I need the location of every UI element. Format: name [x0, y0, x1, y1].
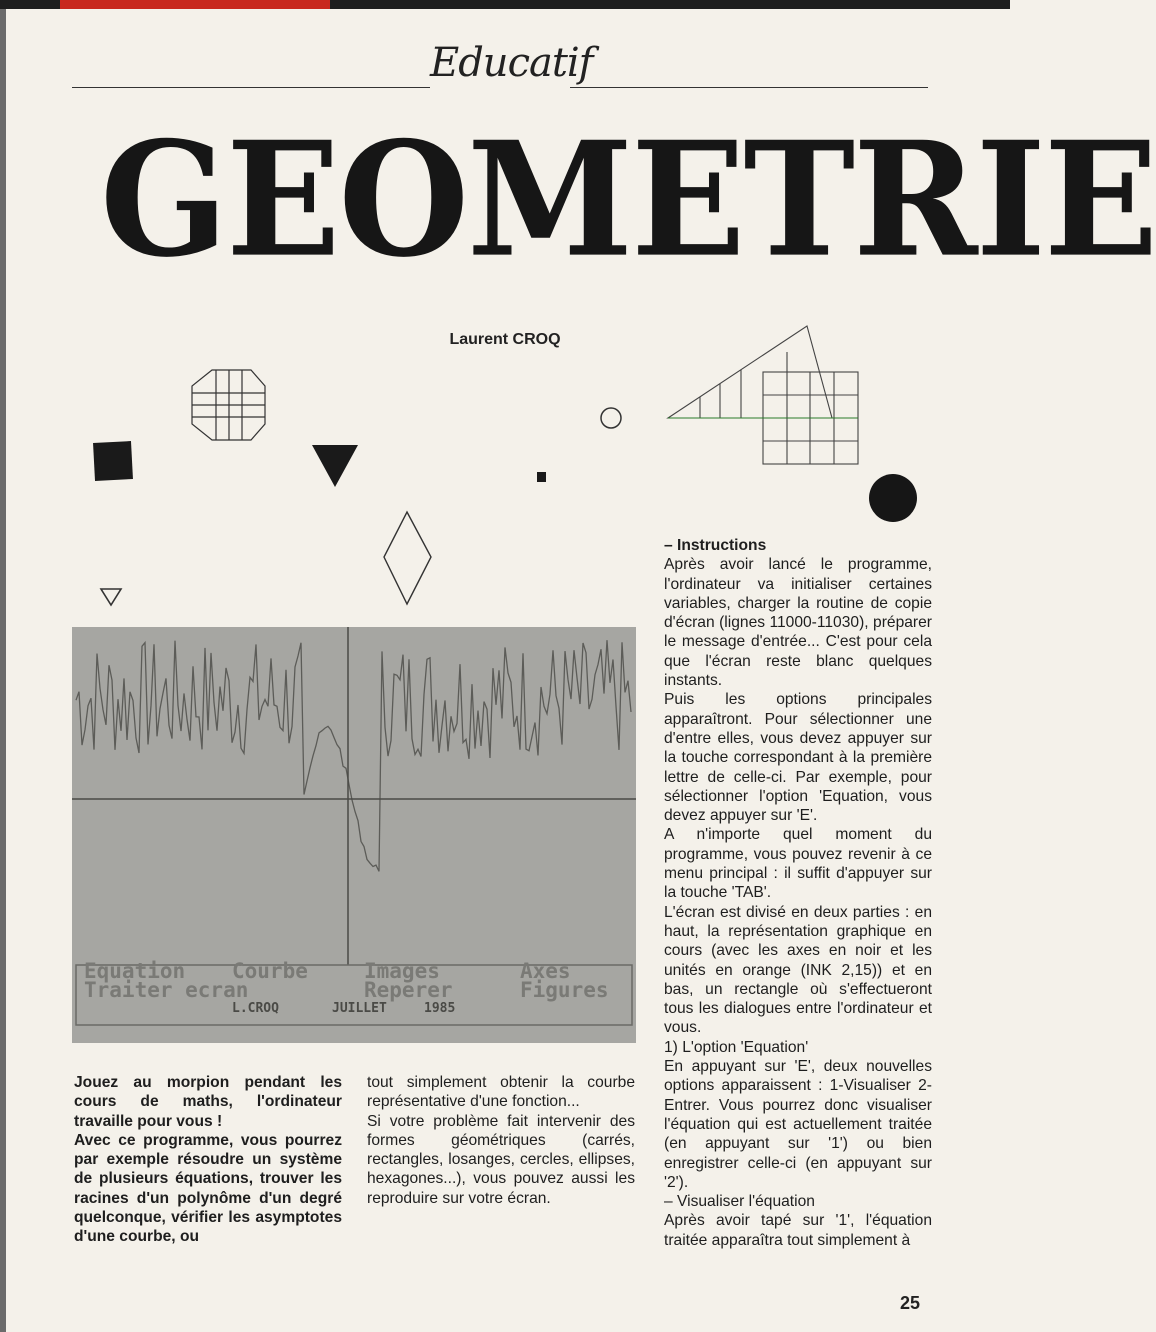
triangle-outline-icon — [101, 589, 121, 605]
computer-screen-photo — [72, 627, 636, 1043]
signature-author: L.CROQ — [232, 1001, 279, 1016]
column-2 — [367, 1073, 635, 1208]
col3-paragraph-2: Puis les options principales apparaîtront. Pour sélectionner une d'entre elles, vous devez appuyer sur la touche correspondant à la première lettre de celle-ci. Par exemple, pour sélectionner l'option 'Equation, vous devez appuyer sur 'E'. — [664, 691, 932, 825]
menu-reperer: Reperer — [364, 978, 453, 1002]
col3-paragraph-3: A n'importe quel moment du programme, vous pouvez revenir à ce menu principal : il suffit d'appuyer sur la touche 'TAB'. — [664, 826, 932, 902]
visualiser-heading: – Visualiser l'équation — [664, 1193, 815, 1211]
small-square-icon — [537, 472, 546, 482]
menu-traiter-ecran: Traiter ecran — [84, 978, 249, 1002]
signature-year: 1985 — [424, 1001, 456, 1016]
column-3 — [664, 536, 932, 1250]
menu-courbe: Courbe — [232, 959, 308, 983]
article-title: GEOMETRIE — [100, 107, 1156, 293]
menu-equation: Equation — [84, 959, 186, 983]
geometric-illustrations — [0, 0, 1156, 620]
filled-circle-icon — [869, 474, 917, 522]
col2-paragraph-2: Si votre problème fait intervenir des formes géométriques (carrés, rectangles, losanges, cercles, ellipses, hexagones...), vous pouvez aussi les reproduire sur votre écran. — [367, 1112, 635, 1207]
col3-paragraph-1: Après avoir lancé le programme, l'ordinateur va initialiser certaines variables, charger la routine de copie d'écran (lignes 11000-11030), préparer le message d'entrée... C'est pour cela que l'écran reste blanc quelques instants. — [664, 556, 932, 690]
menu-images: Images — [364, 959, 440, 983]
diamond-outline-icon — [384, 512, 431, 604]
plotted-curve — [76, 640, 631, 871]
instructions-heading: – Instructions — [664, 537, 767, 554]
menu-axes: Axes — [520, 959, 571, 983]
grid-octagon-icon — [192, 370, 265, 440]
section-rubric: Educatif — [430, 40, 593, 86]
filled-square-icon — [93, 441, 133, 481]
col1-paragraph: Avec ce programme, vous pourrez par exemple résoudre un système de plusieurs équations, trouver les racines d'un polynôme d'un degré quelconque, vérifier les asymptotes d'une courbe, ou — [74, 1131, 342, 1246]
col2-paragraph-1: tout simplement obtenir la courbe représentative d'une fonction... — [367, 1074, 635, 1111]
menu-figures: Figures — [520, 978, 609, 1002]
signature-month: JUILLET — [332, 1001, 387, 1016]
option-equation-heading: 1) L'option 'Equation' — [664, 1038, 809, 1056]
col3-paragraph-8: Après avoir tapé sur '1', l'équation traitée apparaîtra tout simplement à — [664, 1212, 932, 1249]
lead-paragraph: Jouez au morpion pendant les cours de maths, l'ordinateur travaille pour vous ! — [74, 1074, 342, 1130]
col3-paragraph-6: En appuyant sur 'E', deux nouvelles options apparaissent : 1-Visualiser 2-Entrer. Vous pourrez donc visualiser l'équation qui est actuellement traitée (en appuyant sur '1') ou bien enregistrer celle-ci (en appuyant sur '2'). — [664, 1058, 932, 1191]
filled-triangle-icon — [312, 445, 358, 487]
col3-paragraph-4: L'écran est divisé en deux parties : en haut, la représentation graphique en cours (avec les axes en noir et les unités en orange (INK 2,15)) et en bas, un rectangle où s'effectueront tous les dialogues entre l'ordinateur et vous. — [664, 903, 932, 1037]
triangle-grid-figure-icon — [668, 326, 858, 464]
column-1 — [74, 1073, 342, 1247]
page-number: 25 — [900, 1293, 921, 1313]
author-byline: Laurent CROQ — [449, 331, 561, 348]
circle-outline-icon — [601, 408, 621, 428]
